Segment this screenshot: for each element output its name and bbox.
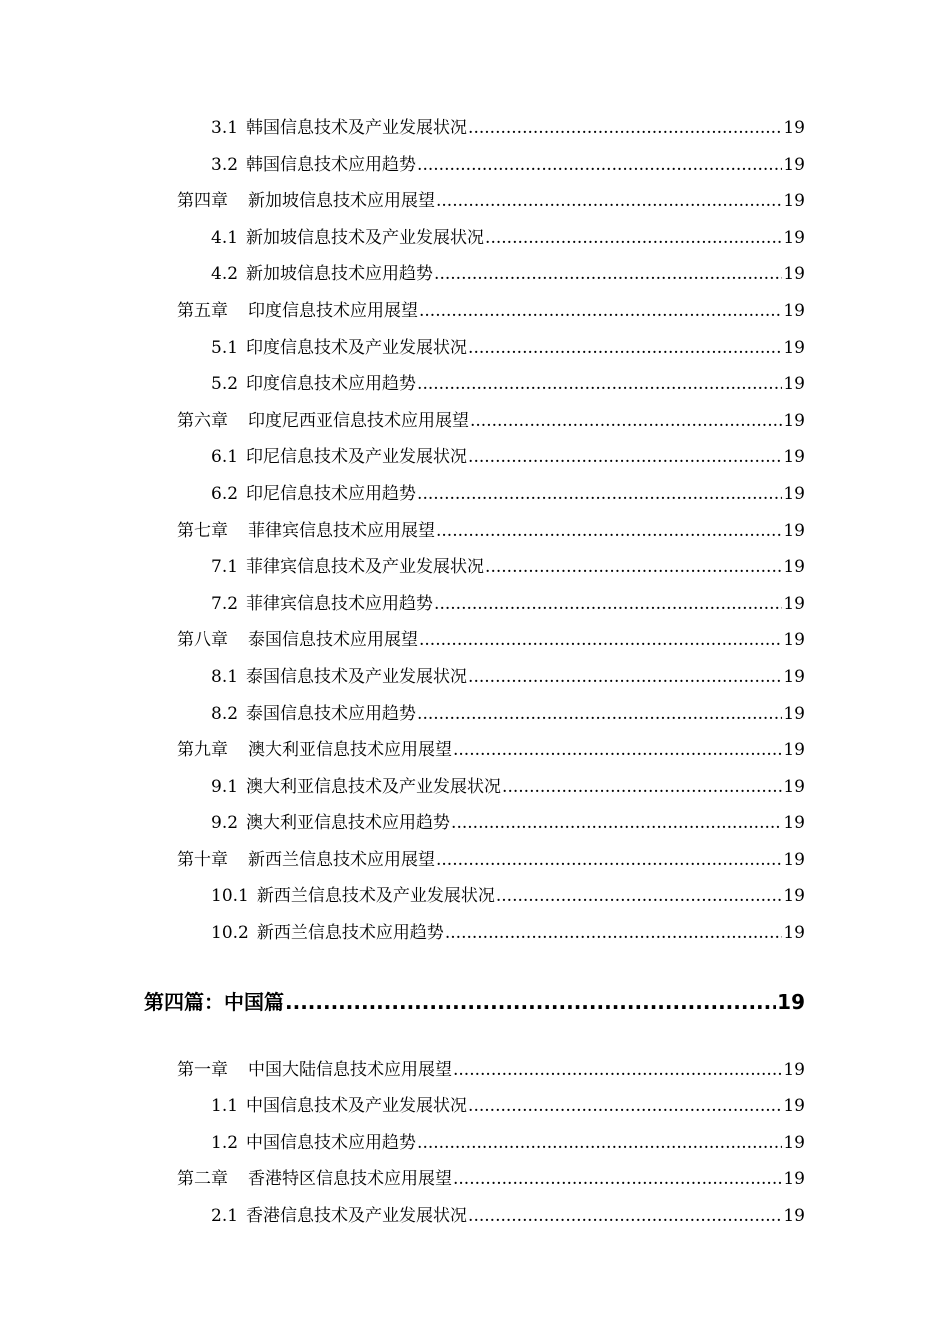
- toc-entry-page-number: 19: [783, 227, 805, 248]
- dot-leader: [485, 549, 782, 586]
- toc-entry-number: 4.1: [211, 227, 239, 248]
- toc-section-entry[interactable]: [0, 769, 805, 806]
- toc-entry-title: 第四篇：中国篇: [144, 989, 284, 1014]
- toc-section-entry[interactable]: [0, 549, 805, 586]
- dot-leader: [453, 732, 782, 769]
- toc-section-entry[interactable]: [0, 439, 805, 476]
- toc-entry-page-number: 19: [783, 1132, 805, 1153]
- toc-section-entry[interactable]: [0, 1088, 805, 1125]
- toc-section-entry[interactable]: [0, 696, 805, 733]
- dot-leader: [451, 805, 782, 842]
- toc-entry-title: 菲律宾信息技术及产业发展状况: [246, 557, 485, 578]
- toc-entry-page-number: 19: [783, 191, 805, 212]
- toc-entry-title: 印尼信息技术及产业发展状况: [246, 447, 468, 468]
- toc-entry-title: 香港信息技术及产业发展状况: [246, 1206, 468, 1227]
- toc-entry-number: 3.2: [211, 154, 239, 175]
- toc-entry-title: 菲律宾信息技术应用趋势: [246, 593, 434, 614]
- toc-entry-title: 韩国信息技术及产业发展状况: [246, 118, 468, 138]
- toc-section-entry[interactable]: [0, 915, 805, 952]
- toc-entry-number: 第十章: [177, 849, 228, 870]
- dot-leader: [417, 696, 782, 733]
- toc-section-entry[interactable]: [0, 220, 805, 257]
- toc-entry-number: 6.1: [211, 447, 239, 468]
- toc-entry-title: 新西兰信息技术应用展望: [248, 849, 435, 870]
- toc-entry-page-number: 19: [783, 1059, 805, 1080]
- toc-entry-number: 9.1: [211, 776, 239, 797]
- dot-leader: [436, 842, 782, 879]
- toc-entry-number: 9.2: [211, 813, 239, 834]
- toc-entry-page-number: 19: [783, 1169, 805, 1190]
- toc-entry-page-number: 19: [783, 447, 805, 468]
- toc-entry-number: 8.1: [211, 666, 239, 687]
- toc-entry-number: 第二章: [177, 1169, 228, 1190]
- toc-part-entry[interactable]: [0, 952, 805, 1052]
- toc-entry-number: 10.1: [211, 886, 249, 907]
- dot-leader: [468, 659, 782, 696]
- toc-chapter-entry[interactable]: [0, 293, 805, 330]
- toc-entry-title: 印度信息技术及产业发展状况: [246, 337, 468, 358]
- toc-entry-page-number: 19: [783, 300, 805, 321]
- toc-entry-page-number: 19: [777, 989, 805, 1014]
- toc-entry-number: 第九章: [177, 740, 228, 761]
- toc-chapter-entry[interactable]: [0, 1161, 805, 1198]
- toc-entry-number: 第五章: [177, 300, 228, 321]
- toc-entry-title: 新西兰信息技术应用趋势: [256, 923, 444, 944]
- toc-section-entry[interactable]: [0, 110, 805, 147]
- toc-section-entry[interactable]: [0, 366, 805, 403]
- dot-leader: [285, 952, 776, 1052]
- toc-entry-number: 1.1: [211, 1096, 239, 1117]
- toc-entry-page-number: 19: [783, 776, 805, 797]
- toc-entry-number: 7.2: [211, 593, 239, 614]
- dot-leader: [453, 1161, 782, 1198]
- toc-chapter-entry[interactable]: [0, 403, 805, 440]
- toc-entry-page-number: 19: [783, 264, 805, 285]
- toc-entry-number: 第七章: [177, 520, 228, 541]
- toc-entry-title: 香港特区信息技术应用展望: [248, 1169, 452, 1190]
- toc-entry-number: 6.2: [211, 483, 239, 504]
- dot-leader: [468, 1088, 782, 1125]
- toc-entry-page-number: 19: [783, 483, 805, 504]
- toc-entry-page-number: 19: [783, 1096, 805, 1117]
- toc-entry-title: 印度信息技术应用趋势: [246, 374, 417, 395]
- dot-leader: [496, 878, 783, 915]
- dot-leader: [468, 330, 782, 367]
- toc-entry-title: 韩国信息技术应用趋势: [246, 154, 417, 175]
- toc-section-entry[interactable]: [0, 330, 805, 367]
- dot-leader: [417, 1125, 782, 1162]
- toc-entry-page-number: 19: [783, 703, 805, 724]
- toc-entry-title: 印度信息技术应用展望: [248, 300, 418, 321]
- dot-leader: [485, 220, 782, 257]
- toc-entry-page-number: 19: [783, 849, 805, 870]
- toc-entry-number: 2.1: [211, 1206, 239, 1227]
- toc-entry-title: 泰国信息技术应用展望: [248, 630, 418, 651]
- dot-leader: [434, 586, 782, 623]
- toc-entry-page-number: 19: [783, 666, 805, 687]
- dot-leader: [419, 622, 782, 659]
- dot-leader: [434, 256, 782, 293]
- toc-section-entry[interactable]: [0, 147, 805, 184]
- toc-entry-page-number: 19: [783, 813, 805, 834]
- toc-entry-number: 1.2: [211, 1132, 239, 1153]
- dot-leader: [417, 366, 782, 403]
- toc-entry-number: 第一章: [177, 1059, 228, 1080]
- toc-section-entry[interactable]: [0, 1198, 805, 1235]
- toc-chapter-entry[interactable]: [0, 842, 805, 879]
- toc-entry-page-number: 19: [783, 118, 805, 138]
- toc-section-entry[interactable]: [0, 805, 805, 842]
- toc-entry-page-number: 19: [783, 337, 805, 358]
- toc-entry-number: 第六章: [177, 410, 228, 431]
- toc-entry-title: 澳大利亚信息技术及产业发展状况: [246, 776, 502, 797]
- toc-entry-number: 7.1: [211, 557, 239, 578]
- toc-entry-title: 印度尼西亚信息技术应用展望: [248, 410, 469, 431]
- toc-entry-page-number: 19: [783, 1206, 805, 1227]
- toc-entry-title: 中国信息技术应用趋势: [246, 1132, 417, 1153]
- dot-leader: [445, 915, 783, 952]
- toc-entry-page-number: 19: [783, 410, 805, 431]
- dot-leader: [419, 293, 782, 330]
- table-of-contents: [0, 110, 950, 1235]
- toc-section-entry[interactable]: [0, 586, 805, 623]
- toc-entry-page-number: 19: [783, 886, 805, 907]
- toc-section-entry[interactable]: [0, 1125, 805, 1162]
- toc-entry-number: 第八章: [177, 630, 228, 651]
- toc-entry-page-number: 19: [783, 630, 805, 651]
- toc-entry-number: 第四章: [177, 191, 228, 212]
- toc-chapter-entry[interactable]: [0, 183, 805, 220]
- toc-chapter-entry[interactable]: [0, 1052, 805, 1089]
- toc-chapter-entry[interactable]: [0, 732, 805, 769]
- toc-section-entry[interactable]: [0, 476, 805, 513]
- dot-leader: [468, 439, 782, 476]
- dot-leader: [417, 147, 782, 184]
- dot-leader: [468, 110, 782, 147]
- toc-entry-number: 8.2: [211, 703, 239, 724]
- toc-entry-title: 新西兰信息技术及产业发展状况: [256, 886, 495, 907]
- dot-leader: [470, 403, 782, 440]
- toc-entry-title: 印尼信息技术应用趋势: [246, 483, 417, 504]
- toc-section-entry[interactable]: [0, 659, 805, 696]
- toc-entry-title: 泰国信息技术及产业发展状况: [246, 666, 468, 687]
- toc-entry-title: 菲律宾信息技术应用展望: [248, 520, 435, 541]
- toc-entry-title: 澳大利亚信息技术应用展望: [248, 740, 452, 761]
- toc-entry-page-number: 19: [783, 374, 805, 395]
- toc-entry-title: 中国大陆信息技术应用展望: [248, 1059, 452, 1080]
- toc-entry-page-number: 19: [783, 154, 805, 175]
- toc-entry-number: 5.2: [211, 374, 239, 395]
- dot-leader: [502, 769, 782, 806]
- toc-entry-page-number: 19: [783, 557, 805, 578]
- toc-entry-number: 10.2: [211, 923, 249, 944]
- toc-entry-number: 5.1: [211, 337, 239, 358]
- dot-leader: [436, 513, 782, 550]
- toc-entry-page-number: 19: [783, 593, 805, 614]
- toc-entry-title: 中国信息技术及产业发展状况: [246, 1096, 468, 1117]
- toc-entry-title: 泰国信息技术应用趋势: [246, 703, 417, 724]
- toc-entry-title: 新加坡信息技术应用趋势: [246, 264, 434, 285]
- toc-entry-page-number: 19: [783, 520, 805, 541]
- toc-entry-title: 新加坡信息技术应用展望: [248, 191, 435, 212]
- toc-section-entry[interactable]: [0, 256, 805, 293]
- dot-leader: [417, 476, 782, 513]
- dot-leader: [468, 1198, 782, 1235]
- toc-entry-page-number: 19: [783, 923, 805, 944]
- toc-entry-title: 新加坡信息技术及产业发展状况: [246, 227, 485, 248]
- toc-entry-number: 4.2: [211, 264, 239, 285]
- toc-chapter-entry[interactable]: [0, 513, 805, 550]
- toc-entry-page-number: 19: [783, 740, 805, 761]
- toc-chapter-entry[interactable]: [0, 622, 805, 659]
- dot-leader: [436, 183, 782, 220]
- toc-entry-number: 3.1: [211, 118, 239, 138]
- toc-section-entry[interactable]: [0, 878, 805, 915]
- dot-leader: [453, 1052, 782, 1089]
- toc-entry-title: 澳大利亚信息技术应用趋势: [246, 813, 451, 834]
